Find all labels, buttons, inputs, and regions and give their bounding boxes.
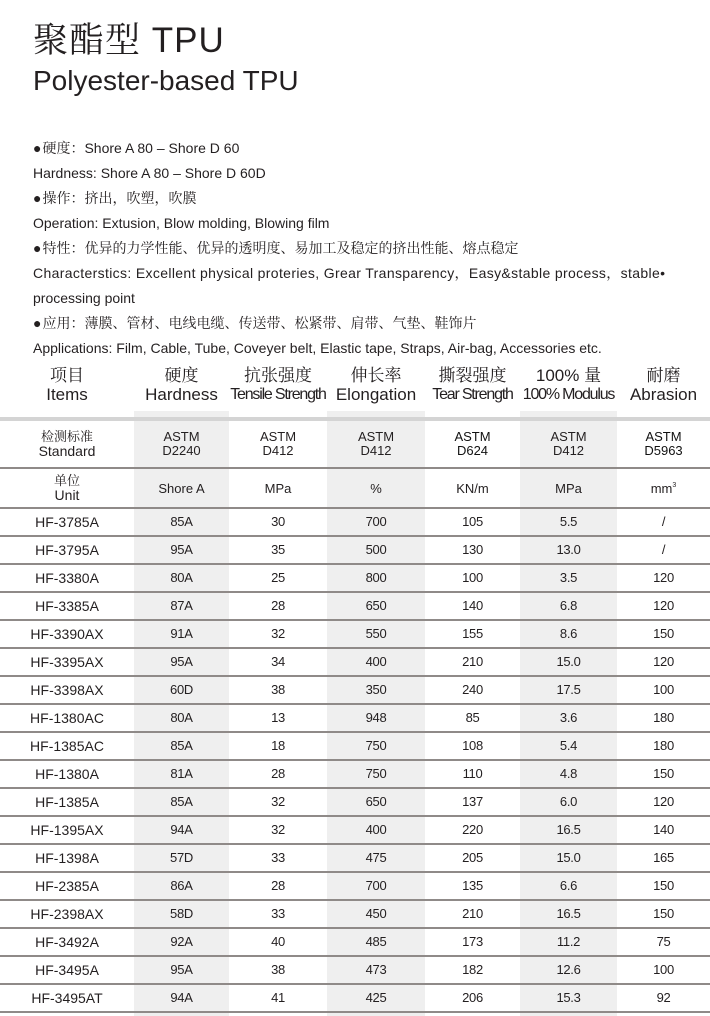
property-value: 11.2 — [556, 934, 581, 949]
product-code: HF-1380A — [35, 766, 99, 782]
spec-text-line — [33, 211, 703, 236]
property-value: 5.4 — [559, 738, 578, 753]
property-value: 91A — [170, 626, 193, 641]
table-row — [0, 509, 710, 535]
property-value: 150 — [653, 766, 674, 781]
product-code: HF-3385A — [35, 598, 99, 614]
property-value: 60D — [170, 682, 193, 697]
product-code: HF-3495A — [35, 962, 99, 978]
property-value: 6.8 — [559, 598, 578, 613]
standard-code: D412 — [552, 443, 585, 458]
column-header-en: Elongation — [335, 385, 417, 404]
product-code: HF-1398A — [35, 850, 99, 866]
property-value: 16.5 — [556, 906, 581, 921]
row-divider — [0, 1011, 710, 1013]
property-value: / — [661, 514, 666, 529]
property-value: 94A — [170, 990, 193, 1005]
property-value: 38 — [271, 682, 285, 697]
property-value: 33 — [271, 906, 285, 921]
unit-value — [425, 481, 520, 496]
property-value: 150 — [653, 878, 674, 893]
spec-text: Characterstics: Excellent physical proteries, Grear Transparency，Easy&stable process，stable• — [33, 265, 666, 281]
column-header-en: Tear Strength — [432, 386, 513, 403]
property-value: 210 — [462, 654, 483, 669]
property-value: 137 — [462, 794, 483, 809]
spec-text: 特性：优异的力学性能、优异的透明度、易加工及稳定的挤出性能、熔点稳定 — [42, 240, 519, 256]
unit-label — [0, 473, 134, 503]
property-value: 155 — [462, 626, 483, 641]
column-header — [520, 366, 617, 405]
standard-value — [617, 430, 710, 458]
property-value: 173 — [462, 934, 483, 949]
property-value: 95A — [170, 542, 193, 557]
property-value: 135 — [462, 878, 483, 893]
property-value: 8.6 — [559, 626, 578, 641]
spec-bullet-line — [33, 236, 703, 261]
property-value: 120 — [653, 794, 674, 809]
product-code: HF-1380AC — [30, 710, 104, 726]
product-code: HF-3785A — [35, 514, 99, 530]
product-code: HF-2385A — [35, 878, 99, 894]
standard-org: ASTM — [550, 429, 587, 444]
column-header — [229, 366, 327, 405]
table-header — [0, 362, 710, 411]
unit-label-cn: 单位 — [53, 473, 80, 488]
property-value: 32 — [271, 822, 285, 837]
unit-value: MPa — [555, 480, 582, 496]
table-row — [0, 621, 710, 647]
column-header-en: Hardness — [145, 385, 218, 404]
spec-text: 操作：挤出，吹塑，吹膜 — [42, 190, 197, 206]
property-value: 473 — [365, 962, 387, 977]
standard-code: D5963 — [644, 443, 683, 458]
spec-text: 应用：薄膜、管材、电线电缆、传送带、松紧带、肩带、气垫、鞋饰片 — [42, 315, 477, 331]
property-value: 4.8 — [559, 766, 578, 781]
unit-value: % — [370, 480, 382, 496]
standard-label-cn: 检测标准 — [40, 429, 93, 444]
property-value: 108 — [462, 738, 483, 753]
property-value: 425 — [365, 990, 387, 1005]
column-header-cn: 硬度 — [164, 366, 199, 385]
standard-label-en: Standard — [38, 443, 96, 459]
property-value: 25 — [271, 570, 285, 585]
property-value: 650 — [365, 794, 387, 809]
property-value: 5.5 — [559, 514, 578, 529]
property-value: 81A — [170, 766, 193, 781]
standard-org: ASTM — [454, 429, 491, 444]
table-row — [0, 845, 710, 871]
column-header-cn: 伸长率 — [350, 366, 402, 385]
standard-value — [327, 430, 425, 458]
property-value: 18 — [271, 738, 285, 753]
standard-org: ASTM — [357, 429, 395, 444]
unit-value — [229, 481, 327, 496]
property-value: 38 — [271, 962, 285, 977]
spec-text: Operation: Extusion, Blow molding, Blowing film — [33, 215, 330, 231]
property-value: 400 — [365, 822, 387, 837]
column-header-cn: 抗张强度 — [244, 366, 312, 385]
product-code: HF-3390AX — [30, 626, 104, 642]
property-value: 100 — [653, 962, 674, 977]
product-code: HF-3495AT — [31, 990, 103, 1006]
property-value: 750 — [365, 766, 387, 781]
property-value: 182 — [462, 962, 483, 977]
property-value: 750 — [365, 738, 387, 753]
page-title-cn: 聚酯型 TPU — [33, 21, 225, 60]
property-value: 41 — [271, 990, 285, 1005]
unit-value — [134, 481, 229, 496]
superscript: 3 — [672, 481, 677, 489]
product-code: HF-3398AX — [30, 682, 104, 698]
spec-bullet-line — [33, 136, 703, 161]
unit-value: mm — [650, 480, 673, 496]
column-header — [617, 366, 710, 405]
spec-bullet-line — [33, 311, 703, 336]
table-row — [0, 733, 710, 759]
property-value: 500 — [365, 542, 387, 557]
property-value: 165 — [653, 850, 674, 865]
property-value: 85 — [465, 710, 480, 725]
standard-code: D412 — [262, 443, 294, 458]
column-header-en: 100% Modulus — [522, 386, 615, 403]
property-value: 3.6 — [559, 710, 578, 725]
property-value: 205 — [462, 850, 483, 865]
unit-label-en: Unit — [54, 487, 80, 503]
bullet-icon: ● — [33, 240, 42, 256]
property-value: 240 — [462, 682, 483, 697]
product-code: HF-1385AC — [30, 738, 104, 754]
spec-text-line — [33, 161, 703, 186]
property-value: 210 — [462, 906, 483, 921]
property-value: 100 — [653, 682, 674, 697]
property-value: 95A — [170, 962, 193, 977]
standard-code: D2240 — [162, 443, 201, 458]
unit-value — [520, 481, 617, 496]
spec-text: Applications: Film, Cable, Tube, Coveyer belt, Elastic tape, Straps, Air-bag, Accessories etc. — [33, 340, 602, 356]
column-header — [425, 366, 520, 405]
property-value: 15.0 — [556, 850, 581, 865]
property-value: 800 — [365, 570, 387, 585]
property-value: 87A — [170, 598, 193, 613]
table-row — [0, 593, 710, 619]
property-value: 140 — [653, 822, 674, 837]
column-header-en: Items — [46, 385, 88, 404]
spec-bullet-line — [33, 186, 703, 211]
standard-org: ASTM — [259, 429, 297, 444]
table-row — [0, 873, 710, 899]
property-value: 16.5 — [556, 822, 581, 837]
property-value: 140 — [462, 598, 483, 613]
property-value: 350 — [365, 682, 387, 697]
property-value: 28 — [271, 878, 285, 893]
property-value: 475 — [365, 850, 387, 865]
unit-value: MPa — [264, 480, 292, 496]
property-value: 80A — [170, 710, 193, 725]
column-header-cn: 撕裂强度 — [438, 366, 507, 385]
unit-value — [617, 481, 710, 496]
standard-value — [134, 430, 229, 458]
property-value: 450 — [365, 906, 387, 921]
standard-value — [520, 430, 617, 458]
property-value: 110 — [462, 766, 483, 781]
property-value: 80A — [170, 570, 193, 585]
property-value: 100 — [462, 570, 483, 585]
property-value: 94A — [170, 822, 193, 837]
property-value: 32 — [271, 626, 285, 641]
property-value: 120 — [653, 598, 674, 613]
table-row — [0, 705, 710, 731]
page-title-en: Polyester-based TPU — [33, 65, 299, 96]
table-row — [0, 565, 710, 591]
property-value: 6.0 — [559, 794, 578, 809]
table-row — [0, 537, 710, 563]
bullet-icon: ● — [33, 315, 42, 331]
property-value: 6.6 — [559, 878, 578, 893]
property-value: 85A — [170, 514, 193, 529]
spec-text: processing point — [33, 290, 135, 306]
table-row — [0, 649, 710, 675]
table-row — [0, 985, 710, 1011]
table-row — [0, 957, 710, 983]
column-header — [134, 366, 229, 405]
property-value: 33 — [271, 850, 285, 865]
property-value: 28 — [271, 766, 285, 781]
property-value: 220 — [462, 822, 483, 837]
property-value: 105 — [462, 514, 483, 529]
property-value: 13.0 — [556, 542, 581, 557]
spec-text: Hardness: Shore A 80 – Shore D 60D — [33, 165, 266, 181]
table-row — [0, 901, 710, 927]
property-value: 95A — [170, 654, 193, 669]
product-code: HF-3380A — [35, 570, 99, 586]
property-value: 12.6 — [556, 962, 581, 977]
property-value: 34 — [271, 654, 285, 669]
table-row — [0, 817, 710, 843]
property-value: 120 — [653, 654, 674, 669]
property-value: 92 — [656, 990, 671, 1005]
product-code: HF-3795A — [35, 542, 99, 558]
product-code: HF-2398AX — [30, 906, 104, 922]
product-code: HF-3492A — [35, 934, 99, 950]
unit-value — [327, 481, 425, 496]
property-value: 150 — [653, 906, 674, 921]
property-value: 75 — [656, 934, 671, 949]
spec-list — [33, 136, 703, 361]
property-value: 400 — [365, 654, 387, 669]
standard-value — [229, 430, 327, 458]
property-value: 58D — [170, 906, 193, 921]
spec-text-line — [33, 286, 703, 311]
property-value: 17.5 — [556, 682, 581, 697]
property-value: 130 — [462, 542, 483, 557]
property-value: 40 — [271, 934, 285, 949]
unit-value: KN/m — [456, 480, 489, 496]
product-code: HF-1395AX — [30, 822, 104, 838]
property-value: 150 — [653, 626, 674, 641]
product-code: HF-1385A — [35, 794, 99, 810]
property-value: 85A — [170, 738, 193, 753]
property-value: 3.5 — [559, 570, 578, 585]
column-header-cn: 耐磨 — [646, 366, 681, 385]
table-row — [0, 929, 710, 955]
bullet-icon: ● — [33, 190, 42, 206]
table-row — [0, 761, 710, 787]
standard-row — [0, 421, 710, 467]
standard-code: D412 — [360, 443, 392, 458]
column-header-cn: 100% 量 — [535, 366, 602, 385]
property-value: 650 — [365, 598, 387, 613]
column-header — [0, 366, 134, 405]
property-value: 206 — [462, 990, 483, 1005]
standard-code: D624 — [456, 443, 489, 458]
standard-label — [0, 429, 134, 459]
standard-org: ASTM — [163, 429, 200, 444]
property-value: 35 — [271, 542, 285, 557]
property-value: / — [661, 542, 666, 557]
product-code: HF-3395AX — [30, 654, 104, 670]
unit-row — [0, 469, 710, 507]
property-value: 57D — [170, 850, 193, 865]
column-header — [327, 366, 425, 405]
spec-text: 硬度：Shore A 80 – Shore D 60 — [42, 140, 240, 156]
table-row — [0, 677, 710, 703]
column-header-cn: 项目 — [50, 366, 84, 385]
property-value: 15.0 — [556, 654, 581, 669]
standard-org: ASTM — [645, 429, 682, 444]
property-value: 700 — [365, 514, 387, 529]
property-value: 485 — [365, 934, 387, 949]
property-value: 948 — [365, 710, 387, 725]
unit-value: Shore A — [158, 480, 205, 496]
table-row — [0, 789, 710, 815]
property-value: 85A — [170, 794, 193, 809]
property-value: 550 — [365, 626, 387, 641]
property-value: 13 — [271, 710, 285, 725]
property-value: 180 — [653, 710, 674, 725]
property-value: 32 — [271, 794, 285, 809]
property-value: 180 — [653, 738, 674, 753]
spec-text-line — [33, 336, 703, 361]
spec-text-line — [33, 261, 703, 286]
property-value: 28 — [271, 598, 285, 613]
property-value: 86A — [170, 878, 193, 893]
column-header-en: Tensile Strength — [230, 386, 326, 403]
property-value: 30 — [271, 514, 285, 529]
property-value: 15.3 — [556, 990, 581, 1005]
column-header-en: Abrasion — [629, 385, 698, 404]
property-value: 120 — [653, 570, 674, 585]
property-value: 700 — [365, 878, 387, 893]
standard-value — [425, 430, 520, 458]
bullet-icon: ● — [33, 140, 42, 156]
property-value: 92A — [170, 934, 193, 949]
